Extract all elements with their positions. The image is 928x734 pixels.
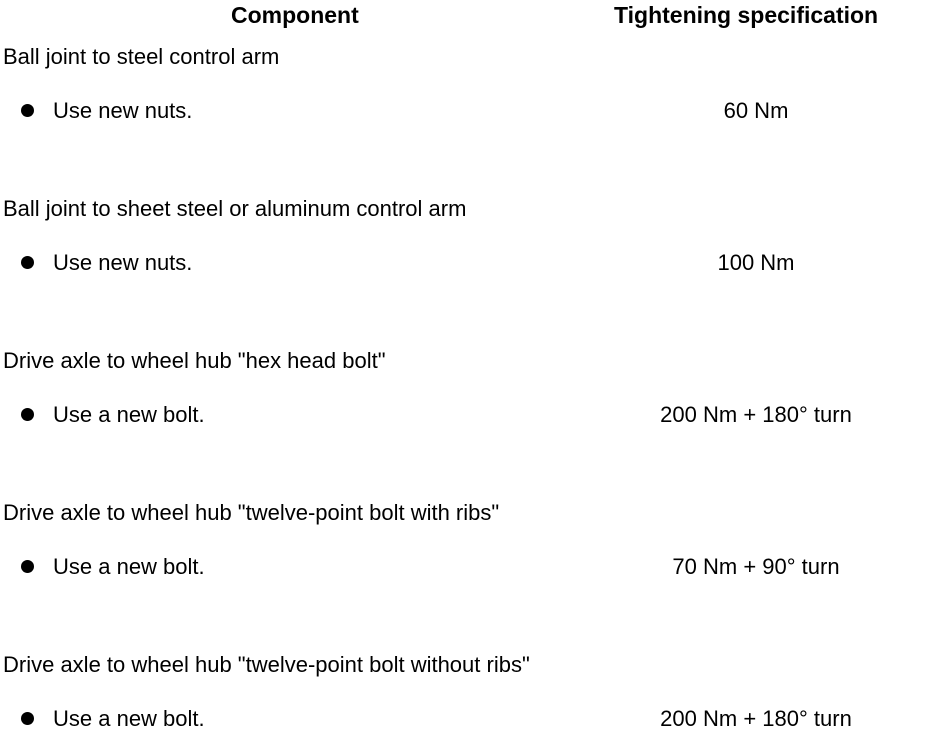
bullet-icon: [21, 560, 34, 573]
column-header-tightening-specification: Tightening specification: [614, 2, 879, 28]
note-row: [0, 400, 928, 430]
column-header-component: Component: [231, 2, 359, 28]
note-row: [0, 552, 928, 582]
note-text: Use a new bolt.: [53, 706, 205, 731]
note-text: Use a new bolt.: [53, 554, 205, 579]
note-text: Use new nuts.: [53, 98, 193, 123]
bullet-icon: [21, 104, 34, 117]
component-name: Ball joint to sheet steel or aluminum control arm: [3, 196, 467, 221]
bullet-icon: [21, 408, 34, 421]
note-row: [0, 248, 928, 278]
spec-row: [0, 42, 928, 192]
note-text: Use new nuts.: [53, 250, 193, 275]
bullet-icon: [21, 712, 34, 725]
tightening-spec-value: 60 Nm: [723, 98, 789, 123]
tightening-spec-value: 200 Nm + 180° turn: [660, 402, 852, 427]
note-row: [0, 96, 928, 126]
component-name: Drive axle to wheel hub "twelve-point bolt with ribs": [3, 500, 500, 525]
tightening-spec-value: 100 Nm: [717, 250, 795, 275]
note-text: Use a new bolt.: [53, 402, 205, 427]
spec-row: [0, 346, 928, 496]
tightening-spec-value: 200 Nm + 180° turn: [660, 706, 852, 731]
spec-row: [0, 194, 928, 344]
spec-row: [0, 650, 928, 734]
component-name: Drive axle to wheel hub "twelve-point bolt without ribs": [3, 652, 530, 677]
component-name: Drive axle to wheel hub "hex head bolt": [3, 348, 386, 373]
component-name: Ball joint to steel control arm: [3, 44, 280, 69]
note-row: [0, 704, 928, 734]
tightening-spec-value: 70 Nm + 90° turn: [672, 554, 840, 579]
spec-row: [0, 498, 928, 648]
bullet-icon: [21, 256, 34, 269]
